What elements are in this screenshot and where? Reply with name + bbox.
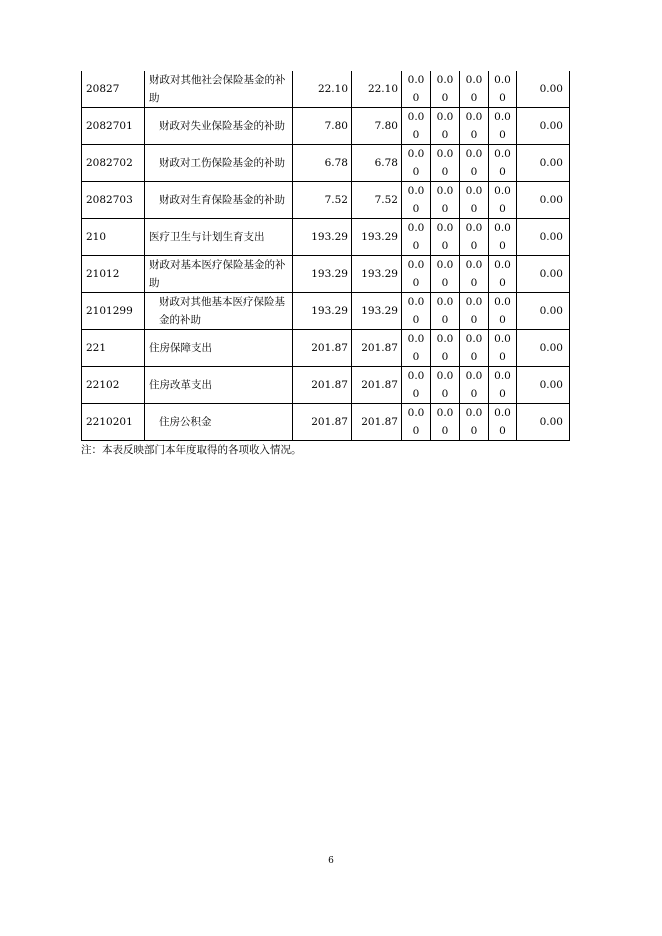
zero-value-top: 0.0 — [436, 259, 454, 271]
zero-value-cell — [489, 330, 517, 367]
zero-value-bottom: 0 — [412, 277, 420, 289]
zero-value-cell — [460, 145, 489, 182]
zero-value-top: 0.0 — [494, 259, 511, 271]
total-amount-cell: 22.10 — [293, 71, 352, 108]
zero-value-bottom: 0 — [499, 425, 506, 437]
table-row — [82, 330, 570, 367]
zero-value-bottom: 0 — [470, 314, 478, 326]
zero-value-cell — [402, 404, 431, 441]
subject-name-cell: 住房改革支出 — [145, 367, 293, 404]
zero-value-bottom: 0 — [412, 314, 420, 326]
other-income-cell: 0.00 — [517, 293, 570, 330]
zero-value-bottom: 0 — [412, 129, 420, 141]
zero-value-cell — [460, 256, 489, 293]
subject-code-cell: 21012 — [82, 256, 145, 293]
zero-value-bottom: 0 — [441, 425, 449, 437]
subject-code-cell: 2082703 — [82, 182, 145, 219]
other-income-cell: 0.00 — [517, 330, 570, 367]
zero-value-top: 0.0 — [494, 370, 511, 382]
zero-value-cell — [431, 367, 460, 404]
zero-value-cell — [489, 108, 517, 145]
zero-value-bottom: 0 — [499, 314, 506, 326]
other-income-cell: 0.00 — [517, 182, 570, 219]
zero-value-cell — [489, 182, 517, 219]
total-amount-cell: 7.52 — [293, 182, 352, 219]
total-amount-cell: 201.87 — [293, 367, 352, 404]
total-amount-cell: 6.78 — [293, 145, 352, 182]
table-row — [82, 256, 570, 293]
zero-value-top: 0.0 — [494, 222, 511, 234]
zero-value-cell — [431, 293, 460, 330]
zero-value-bottom: 0 — [470, 129, 478, 141]
table-row — [82, 108, 570, 145]
total-amount-cell: 193.29 — [293, 219, 352, 256]
fiscal-amount-cell: 193.29 — [352, 256, 402, 293]
zero-value-bottom: 0 — [470, 351, 478, 363]
zero-value-cell — [402, 256, 431, 293]
zero-value-cell — [431, 330, 460, 367]
zero-value-cell — [402, 293, 431, 330]
zero-value-bottom: 0 — [412, 92, 420, 104]
zero-value-top: 0.0 — [407, 296, 425, 308]
table-row — [82, 71, 570, 108]
zero-value-bottom: 0 — [470, 277, 478, 289]
zero-value-cell — [431, 108, 460, 145]
zero-value-bottom: 0 — [412, 203, 420, 215]
zero-value-top: 0.0 — [436, 148, 454, 160]
zero-value-bottom: 0 — [441, 129, 449, 141]
zero-value-bottom: 0 — [441, 388, 449, 400]
zero-value-cell — [460, 108, 489, 145]
zero-value-top: 0.0 — [465, 148, 483, 160]
zero-value-top: 0.0 — [407, 333, 425, 345]
fiscal-amount-cell: 22.10 — [352, 71, 402, 108]
fiscal-amount-cell: 201.87 — [352, 367, 402, 404]
zero-value-top: 0.0 — [436, 74, 454, 86]
zero-value-cell — [460, 182, 489, 219]
zero-value-cell — [431, 404, 460, 441]
zero-value-top: 0.0 — [494, 74, 511, 86]
other-income-cell: 0.00 — [517, 404, 570, 441]
zero-value-top: 0.0 — [407, 370, 425, 382]
zero-value-cell — [431, 145, 460, 182]
other-income-cell: 0.00 — [517, 367, 570, 404]
zero-value-bottom: 0 — [499, 166, 506, 178]
zero-value-cell — [489, 145, 517, 182]
zero-value-top: 0.0 — [407, 222, 425, 234]
zero-value-cell — [460, 293, 489, 330]
table-row — [82, 367, 570, 404]
zero-value-bottom: 0 — [470, 92, 478, 104]
zero-value-top: 0.0 — [436, 296, 454, 308]
total-amount-cell: 7.80 — [293, 108, 352, 145]
zero-value-cell — [402, 330, 431, 367]
zero-value-bottom: 0 — [412, 388, 420, 400]
zero-value-cell — [460, 71, 489, 108]
table-note: 注：本表反映部门本年度取得的各项收入情况。 — [81, 444, 302, 456]
subject-code-cell: 221 — [82, 330, 145, 367]
fiscal-amount-cell: 7.52 — [352, 182, 402, 219]
subject-name-cell: 住房保障支出 — [145, 330, 293, 367]
zero-value-cell — [402, 182, 431, 219]
other-income-cell: 0.00 — [517, 108, 570, 145]
zero-value-top: 0.0 — [465, 407, 483, 419]
table-row — [82, 293, 570, 330]
zero-value-cell — [489, 404, 517, 441]
zero-value-top: 0.0 — [465, 370, 483, 382]
zero-value-top: 0.0 — [407, 407, 425, 419]
total-amount-cell: 201.87 — [293, 404, 352, 441]
fiscal-amount-cell: 6.78 — [352, 145, 402, 182]
fiscal-amount-cell: 193.29 — [352, 219, 402, 256]
zero-value-cell — [431, 256, 460, 293]
zero-value-bottom: 0 — [499, 240, 506, 252]
subject-code-cell: 2101299 — [82, 293, 145, 330]
zero-value-cell — [489, 256, 517, 293]
zero-value-top: 0.0 — [465, 333, 483, 345]
subject-code-cell: 2082702 — [82, 145, 145, 182]
zero-value-bottom: 0 — [441, 203, 449, 215]
zero-value-bottom: 0 — [499, 92, 506, 104]
zero-value-cell — [431, 219, 460, 256]
zero-value-bottom: 0 — [412, 166, 420, 178]
zero-value-cell — [460, 404, 489, 441]
zero-value-top: 0.0 — [436, 407, 454, 419]
table-row — [82, 219, 570, 256]
subject-name-cell: 财政对基本医疗保险基金的补助 — [145, 256, 293, 293]
zero-value-bottom: 0 — [441, 314, 449, 326]
zero-value-bottom: 0 — [470, 425, 478, 437]
zero-value-bottom: 0 — [470, 203, 478, 215]
zero-value-top: 0.0 — [494, 296, 511, 308]
zero-value-top: 0.0 — [465, 74, 483, 86]
zero-value-cell — [402, 71, 431, 108]
zero-value-top: 0.0 — [494, 185, 511, 197]
zero-value-top: 0.0 — [465, 296, 483, 308]
zero-value-cell — [402, 145, 431, 182]
subject-name-cell: 住房公积金 — [145, 404, 293, 441]
zero-value-cell — [489, 219, 517, 256]
subject-name-cell: 财政对其他社会保险基金的补助 — [145, 71, 293, 108]
fiscal-amount-cell: 7.80 — [352, 108, 402, 145]
total-amount-cell: 193.29 — [293, 293, 352, 330]
zero-value-bottom: 0 — [412, 351, 420, 363]
subject-code-cell: 20827 — [82, 71, 145, 108]
zero-value-bottom: 0 — [441, 277, 449, 289]
zero-value-top: 0.0 — [407, 74, 425, 86]
zero-value-top: 0.0 — [436, 333, 454, 345]
fiscal-amount-cell: 201.87 — [352, 330, 402, 367]
zero-value-cell — [489, 293, 517, 330]
zero-value-top: 0.0 — [494, 407, 511, 419]
subject-name-cell: 财政对工伤保险基金的补助 — [145, 145, 293, 182]
zero-value-bottom: 0 — [412, 240, 420, 252]
subject-name-cell: 财政对失业保险基金的补助 — [145, 108, 293, 145]
zero-value-bottom: 0 — [499, 351, 506, 363]
subject-name-cell: 财政对生育保险基金的补助 — [145, 182, 293, 219]
zero-value-top: 0.0 — [436, 370, 454, 382]
zero-value-cell — [431, 71, 460, 108]
table-row — [82, 145, 570, 182]
zero-value-cell — [489, 71, 517, 108]
zero-value-cell — [489, 367, 517, 404]
zero-value-top: 0.0 — [436, 111, 454, 123]
zero-value-bottom: 0 — [499, 203, 506, 215]
table-row — [82, 404, 570, 441]
income-table — [81, 71, 570, 441]
subject-code-cell: 210 — [82, 219, 145, 256]
subject-name-cell: 医疗卫生与计划生育支出 — [145, 219, 293, 256]
zero-value-bottom: 0 — [470, 388, 478, 400]
zero-value-bottom: 0 — [470, 166, 478, 178]
zero-value-top: 0.0 — [465, 185, 483, 197]
zero-value-top: 0.0 — [494, 148, 511, 160]
zero-value-top: 0.0 — [436, 222, 454, 234]
other-income-cell: 0.00 — [517, 71, 570, 108]
subject-code-cell: 2082701 — [82, 108, 145, 145]
table-body — [82, 71, 570, 441]
zero-value-cell — [460, 367, 489, 404]
zero-value-bottom: 0 — [499, 129, 506, 141]
other-income-cell: 0.00 — [517, 256, 570, 293]
total-amount-cell: 193.29 — [293, 256, 352, 293]
zero-value-top: 0.0 — [494, 111, 511, 123]
zero-value-top: 0.0 — [465, 111, 483, 123]
page-number: 6 — [328, 856, 334, 866]
zero-value-top: 0.0 — [407, 259, 425, 271]
zero-value-top: 0.0 — [407, 185, 425, 197]
other-income-cell: 0.00 — [517, 219, 570, 256]
zero-value-top: 0.0 — [465, 222, 483, 234]
zero-value-bottom: 0 — [499, 277, 506, 289]
subject-name-cell: 财政对其他基本医疗保险基金的补助 — [145, 293, 293, 330]
zero-value-bottom: 0 — [441, 92, 449, 104]
zero-value-top: 0.0 — [436, 185, 454, 197]
zero-value-bottom: 0 — [470, 240, 478, 252]
other-income-cell: 0.00 — [517, 145, 570, 182]
zero-value-top: 0.0 — [407, 111, 425, 123]
zero-value-bottom: 0 — [499, 388, 506, 400]
zero-value-cell — [402, 219, 431, 256]
zero-value-bottom: 0 — [441, 240, 449, 252]
zero-value-cell — [431, 182, 460, 219]
subject-code-cell: 2210201 — [82, 404, 145, 441]
zero-value-bottom: 0 — [441, 351, 449, 363]
zero-value-cell — [402, 367, 431, 404]
zero-value-top: 0.0 — [494, 333, 511, 345]
zero-value-bottom: 0 — [412, 425, 420, 437]
zero-value-cell — [402, 108, 431, 145]
zero-value-bottom: 0 — [441, 166, 449, 178]
zero-value-top: 0.0 — [465, 259, 483, 271]
fiscal-amount-cell: 193.29 — [352, 293, 402, 330]
zero-value-top: 0.0 — [407, 148, 425, 160]
fiscal-amount-cell: 201.87 — [352, 404, 402, 441]
total-amount-cell: 201.87 — [293, 330, 352, 367]
zero-value-cell — [460, 219, 489, 256]
subject-code-cell: 22102 — [82, 367, 145, 404]
table-row — [82, 182, 570, 219]
zero-value-cell — [460, 330, 489, 367]
